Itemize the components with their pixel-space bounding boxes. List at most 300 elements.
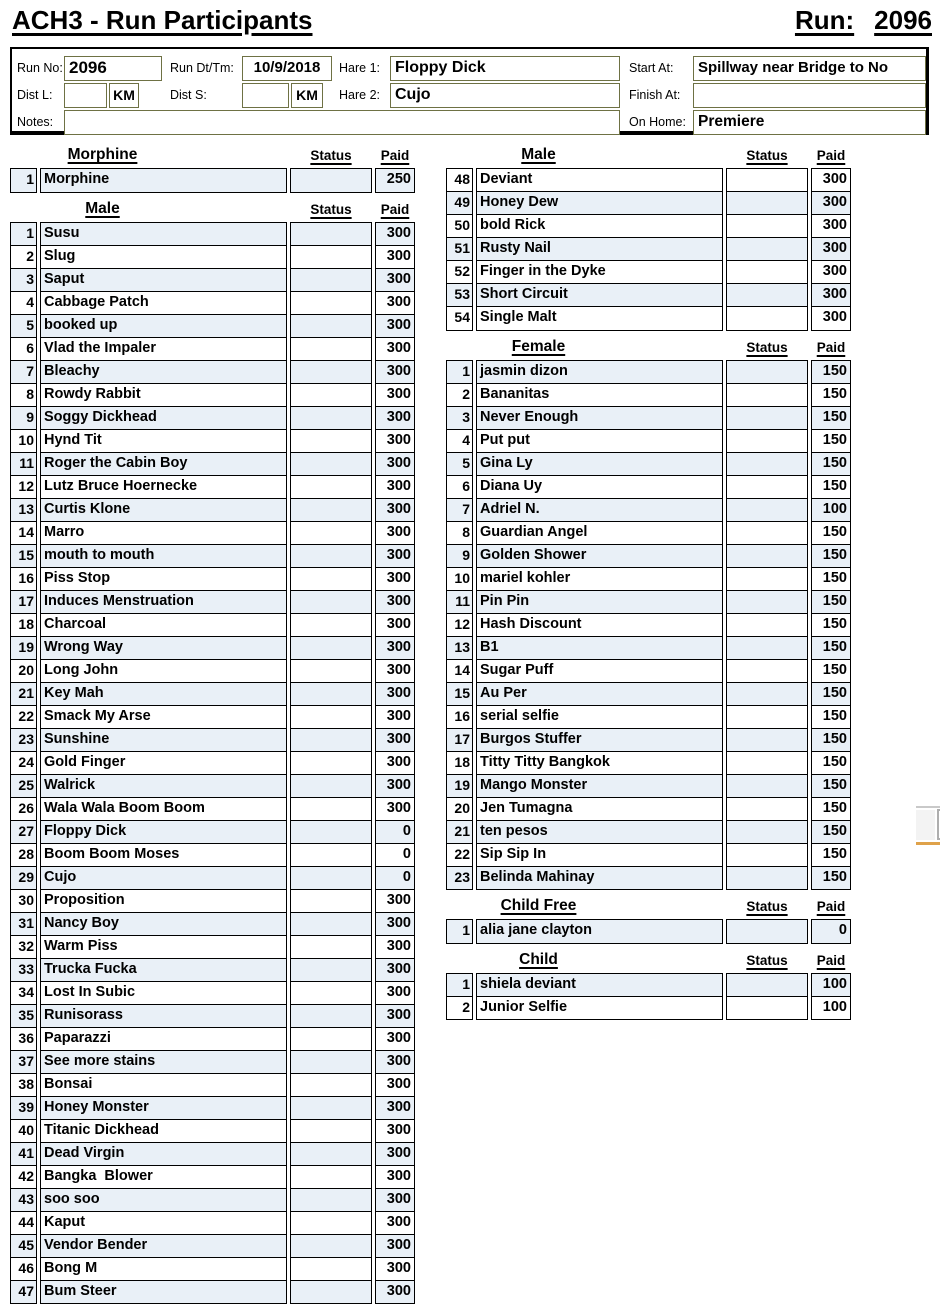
status-cell[interactable] [290,912,372,937]
status-cell[interactable] [726,705,808,730]
row-number-cell: 34 [10,981,37,1006]
table-row [10,567,416,592]
status-cell[interactable] [290,820,372,845]
participant-name-cell[interactable]: Guardian Angel [476,521,723,546]
participant-name-cell[interactable]: serial selfie [476,705,723,730]
paid-cell[interactable]: 300 [375,314,415,339]
row-number-cell: 5 [446,452,473,477]
participant-name-cell[interactable]: Hash Discount [476,613,723,638]
table-row [446,214,852,239]
paid-cell[interactable]: 300 [375,245,415,270]
participant-name-cell[interactable]: Wrong Way [40,636,287,661]
table-row [10,429,416,454]
participant-name-cell[interactable]: mariel kohler [476,567,723,592]
participant-name-cell[interactable]: Nancy Boy [40,912,287,937]
status-cell[interactable] [290,866,372,891]
status-cell[interactable] [726,406,808,431]
status-cell[interactable] [290,1050,372,1075]
participant-name-cell[interactable]: Paparazzi [40,1027,287,1052]
run-details-form [10,47,929,135]
paid-cell[interactable]: 300 [375,751,415,776]
paid-column-header: Paid [380,201,410,217]
status-cell[interactable] [290,268,372,293]
participant-name-cell[interactable]: Put put [476,429,723,454]
participant-name-cell[interactable]: Mango Monster [476,774,723,799]
paid-cell[interactable]: 300 [375,1165,415,1190]
participant-name-cell[interactable]: Bangka Blower [40,1165,287,1190]
status-cell[interactable] [290,728,372,753]
status-cell[interactable] [290,383,372,408]
paid-cell[interactable]: 300 [375,222,415,247]
status-cell[interactable] [726,866,808,891]
hare1-label: Hare 1: [339,61,380,75]
paid-cell[interactable]: 150 [811,475,851,500]
participant-name-cell[interactable]: Bum Steer [40,1280,287,1305]
row-number-cell: 13 [446,636,473,661]
status-cell[interactable] [290,1142,372,1167]
row-number-cell: 10 [10,429,37,454]
status-cell[interactable] [726,751,808,776]
status-cell[interactable] [290,521,372,546]
paid-cell[interactable]: 300 [375,912,415,937]
status-cell[interactable] [290,1004,372,1029]
status-cell[interactable] [290,1165,372,1190]
status-cell[interactable] [290,797,372,822]
participant-name-cell[interactable]: Junior Selfie [476,996,723,1021]
paid-cell[interactable]: 300 [375,475,415,500]
row-number-cell: 3 [446,406,473,431]
status-cell[interactable] [726,360,808,385]
participant-name-cell[interactable]: Au Per [476,682,723,707]
paid-cell[interactable]: 300 [811,191,851,216]
participant-name-cell[interactable]: booked up [40,314,287,339]
status-cell[interactable] [290,1280,372,1305]
paid-cell[interactable]: 300 [375,659,415,684]
status-cell[interactable] [726,260,808,285]
participant-name-cell[interactable]: Warm Piss [40,935,287,960]
status-cell[interactable] [726,429,808,454]
paid-cell[interactable]: 300 [375,291,415,316]
paid-cell[interactable]: 300 [375,1188,415,1213]
table-row [10,268,416,293]
status-cell[interactable] [290,935,372,960]
participant-name-cell[interactable]: Susu [40,222,287,247]
start-at-label: Start At: [629,61,674,75]
status-cell[interactable] [726,567,808,592]
status-cell[interactable] [290,337,372,362]
participant-name-cell[interactable]: Key Mah [40,682,287,707]
paid-cell[interactable]: 300 [375,1050,415,1075]
participant-name-cell[interactable]: Lost In Subic [40,981,287,1006]
participant-name-cell[interactable]: Slug [40,245,287,270]
paid-cell[interactable]: 150 [811,406,851,431]
status-cell[interactable] [290,498,372,523]
participant-name-cell[interactable]: Gold Finger [40,751,287,776]
participant-name-cell[interactable]: mouth to mouth [40,544,287,569]
status-cell[interactable] [290,590,372,615]
paid-cell[interactable]: 100 [811,996,851,1021]
status-cell[interactable] [726,452,808,477]
dist-s-field[interactable] [242,83,289,108]
participant-name-cell[interactable]: Single Malt [476,306,723,331]
participant-name-cell[interactable]: Gina Ly [476,452,723,477]
status-cell[interactable] [726,521,808,546]
status-cell[interactable] [726,774,808,799]
paid-cell[interactable]: 150 [811,429,851,454]
run-dt-field[interactable]: 10/9/2018 [242,56,332,81]
status-cell[interactable] [290,222,372,247]
status-cell[interactable] [290,1234,372,1259]
participant-name-cell[interactable]: Pin Pin [476,590,723,615]
status-cell[interactable] [726,659,808,684]
status-cell[interactable] [726,237,808,262]
status-cell[interactable] [726,475,808,500]
status-cell[interactable] [726,797,808,822]
status-cell[interactable] [290,1211,372,1236]
paid-cell[interactable]: 150 [811,866,851,891]
status-cell[interactable] [290,659,372,684]
status-cell[interactable] [290,774,372,799]
participant-name-cell[interactable]: Deviant [476,168,723,193]
status-cell[interactable] [290,314,372,339]
table-row [446,544,852,569]
status-cell[interactable] [726,498,808,523]
paid-cell[interactable]: 150 [811,843,851,868]
paid-cell[interactable]: 300 [375,1096,415,1121]
participant-name-cell[interactable]: Boom Boom Moses [40,843,287,868]
hare1-field[interactable]: Floppy Dick [390,56,620,81]
row-number-cell: 6 [446,475,473,500]
status-cell[interactable] [726,214,808,239]
participant-name-cell[interactable]: Curtis Klone [40,498,287,523]
paid-cell[interactable]: 300 [375,521,415,546]
participant-name-cell[interactable]: Charcoal [40,613,287,638]
section-header [446,896,852,918]
participant-name-cell[interactable]: Saput [40,268,287,293]
participant-name-cell[interactable]: Short Circuit [476,283,723,308]
paid-cell[interactable]: 150 [811,728,851,753]
status-cell[interactable] [726,996,808,1021]
paid-cell[interactable]: 300 [375,889,415,914]
section-child [446,950,852,1021]
paid-cell[interactable]: 150 [811,682,851,707]
participant-name-cell[interactable]: Walrick [40,774,287,799]
paid-cell[interactable]: 150 [811,544,851,569]
status-cell[interactable] [290,705,372,730]
participant-name-cell[interactable]: Morphine [40,168,287,193]
participant-name-cell[interactable]: Hynd Tit [40,429,287,454]
paid-cell[interactable]: 300 [375,1119,415,1144]
status-cell[interactable] [290,1073,372,1098]
paid-cell[interactable]: 150 [811,567,851,592]
status-cell[interactable] [726,973,808,998]
participant-name-cell[interactable]: Lutz Bruce Hoernecke [40,475,287,500]
section-title: Male [85,199,120,217]
paid-cell[interactable]: 300 [375,1234,415,1259]
status-cell[interactable] [290,291,372,316]
participant-name-cell[interactable]: Bong M [40,1257,287,1282]
page-title: ACH3 - Run Participants [12,5,313,35]
paid-cell[interactable]: 300 [375,406,415,431]
row-number-cell: 54 [446,306,473,331]
status-cell[interactable] [290,843,372,868]
notes-field[interactable] [64,110,620,135]
status-cell[interactable] [726,383,808,408]
row-number-cell: 39 [10,1096,37,1121]
status-cell[interactable] [726,306,808,331]
paid-cell[interactable]: 150 [811,360,851,385]
paid-cell[interactable]: 300 [811,168,851,193]
table-row [446,728,852,753]
paid-cell[interactable]: 300 [375,774,415,799]
participant-name-cell[interactable]: Soggy Dickhead [40,406,287,431]
paid-cell[interactable]: 300 [375,797,415,822]
status-column-header: Status [310,201,352,217]
paid-cell[interactable]: 150 [811,613,851,638]
paid-cell[interactable]: 0 [375,820,415,845]
participant-name-cell[interactable]: jasmin dizon [476,360,723,385]
table-row [10,314,416,339]
row-number-cell: 2 [446,996,473,1021]
status-cell[interactable] [726,682,808,707]
start-at-field[interactable]: Spillway near Bridge to No [693,56,926,81]
status-cell[interactable] [290,1096,372,1121]
status-cell[interactable] [290,475,372,500]
paid-cell[interactable]: 150 [811,452,851,477]
paid-cell[interactable]: 0 [811,919,851,944]
paid-cell[interactable]: 150 [811,636,851,661]
participant-name-cell[interactable]: Rusty Nail [476,237,723,262]
run-dt-label: Run Dt/Tm: [170,61,234,75]
paid-cell[interactable]: 100 [811,498,851,523]
participant-name-cell[interactable]: Golden Shower [476,544,723,569]
participant-name-cell[interactable]: Kaput [40,1211,287,1236]
status-cell[interactable] [290,1257,372,1282]
participant-name-cell[interactable]: Cabbage Patch [40,291,287,316]
participant-name-cell[interactable]: Cujo [40,866,287,891]
participant-name-cell[interactable]: Bananitas [476,383,723,408]
status-cell[interactable] [726,544,808,569]
status-cell[interactable] [290,889,372,914]
hare2-field[interactable]: Cujo [390,83,620,108]
participant-name-cell[interactable]: See more stains [40,1050,287,1075]
paid-cell[interactable]: 300 [811,214,851,239]
row-number-cell: 11 [10,452,37,477]
table-row [446,567,852,592]
paid-cell[interactable]: 150 [811,659,851,684]
row-number-cell: 43 [10,1188,37,1213]
participant-name-cell[interactable]: Roger the Cabin Boy [40,452,287,477]
paid-cell[interactable]: 0 [375,866,415,891]
paid-cell[interactable]: 300 [375,958,415,983]
participant-name-cell[interactable]: Titanic Dickhead [40,1119,287,1144]
participant-name-cell[interactable]: Bonsai [40,1073,287,1098]
participant-name-cell[interactable]: Wala Wala Boom Boom [40,797,287,822]
participant-name-cell[interactable]: Proposition [40,889,287,914]
paid-cell[interactable]: 250 [375,168,415,193]
status-cell[interactable] [726,843,808,868]
table-row [10,1165,416,1190]
participant-name-cell[interactable]: Piss Stop [40,567,287,592]
section-female [446,337,852,891]
paid-cell[interactable]: 300 [375,383,415,408]
participant-name-cell[interactable]: shiela deviant [476,973,723,998]
dist-l-field[interactable] [64,83,107,108]
table-row [10,245,416,270]
paid-cell[interactable]: 150 [811,820,851,845]
status-cell[interactable] [290,1027,372,1052]
table-row [10,590,416,615]
paid-cell[interactable]: 300 [811,260,851,285]
participant-name-cell[interactable]: Titty Titty Bangkok [476,751,723,776]
participant-name-cell[interactable]: Sunshine [40,728,287,753]
status-cell[interactable] [726,613,808,638]
paid-cell[interactable]: 300 [811,283,851,308]
participant-name-cell[interactable]: Long John [40,659,287,684]
table-row [10,889,416,914]
paid-cell[interactable]: 300 [375,636,415,661]
paid-cell[interactable]: 300 [375,935,415,960]
table-row [10,1096,416,1121]
status-cell[interactable] [726,191,808,216]
dist-l-unit: KM [109,83,139,108]
run-no-field[interactable]: 2096 [64,56,162,81]
participant-name-cell[interactable]: Finger in the Dyke [476,260,723,285]
paid-cell[interactable]: 150 [811,751,851,776]
paid-cell[interactable]: 300 [375,360,415,385]
status-cell[interactable] [290,636,372,661]
paid-cell[interactable]: 300 [375,452,415,477]
participant-name-cell[interactable]: Runisorass [40,1004,287,1029]
row-number-cell: 18 [446,751,473,776]
status-cell[interactable] [726,636,808,661]
status-cell[interactable] [290,613,372,638]
participant-name-cell[interactable]: Sip Sip In [476,843,723,868]
paid-cell[interactable]: 150 [811,521,851,546]
status-cell[interactable] [290,452,372,477]
row-number-cell: 9 [10,406,37,431]
status-cell[interactable] [290,544,372,569]
paid-cell[interactable]: 150 [811,797,851,822]
paid-cell[interactable]: 300 [375,590,415,615]
paid-cell[interactable]: 300 [375,337,415,362]
participant-name-cell[interactable]: bold Rick [476,214,723,239]
participant-name-cell[interactable]: soo soo [40,1188,287,1213]
participant-name-cell[interactable]: Never Enough [476,406,723,431]
status-cell[interactable] [290,429,372,454]
status-cell[interactable] [290,567,372,592]
status-cell[interactable] [290,168,372,193]
paid-cell[interactable]: 150 [811,774,851,799]
finish-at-field[interactable] [693,83,926,108]
paid-cell[interactable]: 300 [811,306,851,331]
participant-name-cell[interactable]: Trucka Fucka [40,958,287,983]
paid-cell[interactable]: 300 [375,613,415,638]
paid-cell[interactable]: 150 [811,383,851,408]
row-number-cell: 30 [10,889,37,914]
table-row [10,498,416,523]
table-row [446,191,852,216]
paid-cell[interactable]: 300 [375,705,415,730]
table-row [446,973,852,998]
participant-name-cell[interactable]: Bleachy [40,360,287,385]
paid-cell[interactable]: 300 [375,429,415,454]
paid-cell[interactable]: 300 [811,237,851,262]
status-cell[interactable] [290,360,372,385]
status-cell[interactable] [726,820,808,845]
paid-cell[interactable]: 150 [811,590,851,615]
paid-cell[interactable]: 300 [375,1257,415,1282]
status-cell[interactable] [290,406,372,431]
status-cell[interactable] [290,1188,372,1213]
participant-name-cell[interactable]: Vendor Bender [40,1234,287,1259]
status-cell[interactable] [726,168,808,193]
status-cell[interactable] [290,751,372,776]
paid-cell[interactable]: 0 [375,843,415,868]
participant-name-cell[interactable]: alia jane clayton [476,919,723,944]
paid-cell[interactable]: 150 [811,705,851,730]
participant-name-cell[interactable]: Dead Virgin [40,1142,287,1167]
paid-cell[interactable]: 300 [375,498,415,523]
status-cell[interactable] [290,682,372,707]
paid-cell[interactable]: 300 [375,1211,415,1236]
paid-cell[interactable]: 300 [375,1027,415,1052]
participant-name-cell[interactable]: Vlad the Impaler [40,337,287,362]
table-row [10,1119,416,1144]
participant-name-cell[interactable]: ten pesos [476,820,723,845]
on-home-field[interactable]: Premiere [693,110,926,135]
participant-name-cell[interactable]: Honey Monster [40,1096,287,1121]
paid-cell[interactable]: 300 [375,1280,415,1305]
participant-name-cell[interactable]: Belinda Mahinay [476,866,723,891]
participant-name-cell[interactable]: B1 [476,636,723,661]
paid-cell[interactable]: 100 [811,973,851,998]
paid-cell[interactable]: 300 [375,1004,415,1029]
status-cell[interactable] [726,728,808,753]
participant-name-cell[interactable]: Jen Tumagna [476,797,723,822]
participant-name-cell[interactable]: Marro [40,521,287,546]
status-cell[interactable] [726,590,808,615]
paid-cell[interactable]: 300 [375,268,415,293]
status-cell[interactable] [290,1119,372,1144]
participant-name-cell[interactable]: Honey Dew [476,191,723,216]
status-cell[interactable] [726,919,808,944]
participant-name-cell[interactable]: Burgos Stuffer [476,728,723,753]
participant-name-cell[interactable]: Diana Uy [476,475,723,500]
participant-name-cell[interactable]: Sugar Puff [476,659,723,684]
paid-cell[interactable]: 300 [375,1073,415,1098]
paid-cell[interactable]: 300 [375,981,415,1006]
status-cell[interactable] [290,245,372,270]
status-cell[interactable] [726,283,808,308]
paid-cell[interactable]: 300 [375,1142,415,1167]
widget-top-border [916,806,940,808]
status-cell[interactable] [290,958,372,983]
participant-name-cell[interactable]: Floppy Dick [40,820,287,845]
paid-cell[interactable]: 300 [375,728,415,753]
participant-name-cell[interactable]: Adriel N. [476,498,723,523]
table-row [10,383,416,408]
table-row [446,866,852,891]
participant-name-cell[interactable]: Induces Menstruation [40,590,287,615]
paid-cell[interactable]: 300 [375,544,415,569]
paid-cell[interactable]: 300 [375,682,415,707]
participant-name-cell[interactable]: Smack My Arse [40,705,287,730]
status-cell[interactable] [290,981,372,1006]
paid-cell[interactable]: 300 [375,567,415,592]
table-row [446,406,852,431]
participant-name-cell[interactable]: Rowdy Rabbit [40,383,287,408]
